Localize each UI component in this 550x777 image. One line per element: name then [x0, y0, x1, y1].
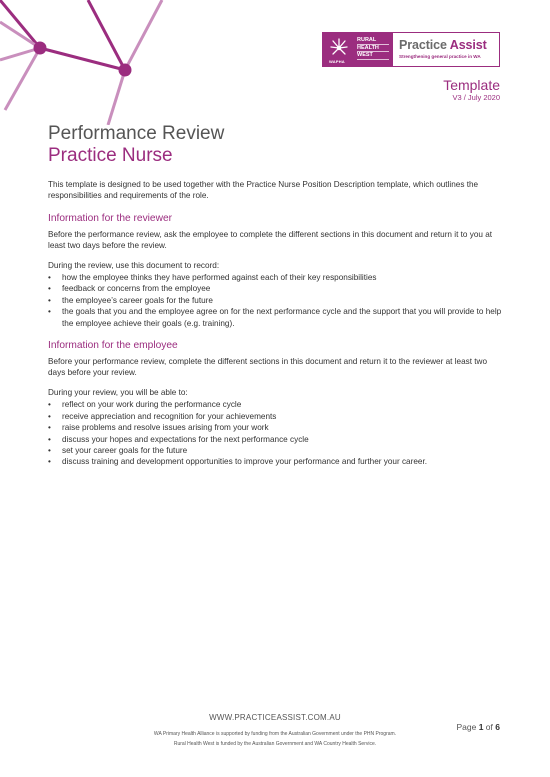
network-node [34, 42, 47, 55]
list-item: • discuss training and development opportunities to improve your performance and further your career. [48, 456, 502, 467]
page-total: 6 [495, 722, 500, 732]
employee-paragraph: Before your performance review, complete the different sections in this document and return it to the reviewer at least two days before your review. [48, 357, 488, 378]
version-label: V3 / July 2020 [452, 93, 500, 102]
document-body [48, 123, 502, 468]
footer-funding-line-2: Rural Health West is funded by the Australian Government and WA Country Health Service. [173, 741, 377, 747]
list-item: • raise problems and resolve issues arising from your work [48, 422, 502, 433]
reviewer-paragraph: Before the performance review, ask the employee to complete the different sections in this document and return it to you at least two days before the review. [48, 229, 493, 251]
page-title: Performance Review [48, 123, 225, 144]
list-item: • receive appreciation and recognition for your achievements [48, 411, 502, 422]
list-item: • feedback or concerns from the employee [48, 283, 502, 294]
reviewer-lead: During the review, use this document to record: [48, 260, 220, 270]
list-item: • reflect on your work during the performance cycle [48, 399, 502, 410]
rural-health-west-logo [357, 37, 389, 60]
rhw-line: HEALTH [357, 45, 389, 53]
list-item: • discuss your hopes and expectations for the next performance cycle [48, 434, 502, 445]
page-subtitle: Practice Nurse [48, 145, 173, 166]
rhw-line: RURAL [357, 37, 389, 45]
practice-assist-logo [322, 32, 500, 67]
template-label: Template [443, 77, 500, 93]
decorative-network-graphic [0, 0, 180, 125]
employee-list [48, 399, 502, 467]
page-word: Page [456, 722, 477, 732]
brand-word: Practice [399, 38, 447, 52]
list-item: • how the employee thinks they have performed against each of their key responsibilities [48, 272, 502, 283]
reviewer-list [48, 272, 502, 329]
wapha-label: WAPHA [329, 59, 345, 64]
page-current: 1 [478, 722, 484, 732]
reviewer-heading: Information for the reviewer [48, 212, 173, 224]
partner-logos [323, 33, 393, 66]
footer-funding-line-1: WA Primary Health Alliance is supported by funding from the Australian Government under the PHN Program. [153, 731, 397, 737]
network-node [119, 64, 132, 77]
intro-paragraph: This template is designed to be used together with the Practice Nurse Position Description template, which outlines the responsibilities and requirements of the role. [48, 180, 479, 201]
brand-title [399, 38, 499, 52]
employee-heading: Information for the employee [48, 340, 178, 352]
employee-lead: During your review, you will be able to: [48, 387, 188, 397]
list-item: • the employee’s career goals for the future [48, 295, 502, 306]
brand-word-accent: Assist [449, 38, 487, 52]
footer-website-link[interactable]: WWW.PRACTICEASSIST.COM.AU [209, 713, 341, 722]
list-item: • the goals that you and the employee agree on for the next performance cycle and the support that you will provide to help the employee achieve their goals (e.g. training). [48, 306, 502, 329]
brand-text [393, 33, 499, 66]
rhw-line: WEST [357, 52, 389, 60]
list-item: • set your career goals for the future [48, 445, 502, 456]
page-of: of [485, 722, 493, 732]
brand-tagline: Strengthening general practice in WA [399, 54, 481, 59]
